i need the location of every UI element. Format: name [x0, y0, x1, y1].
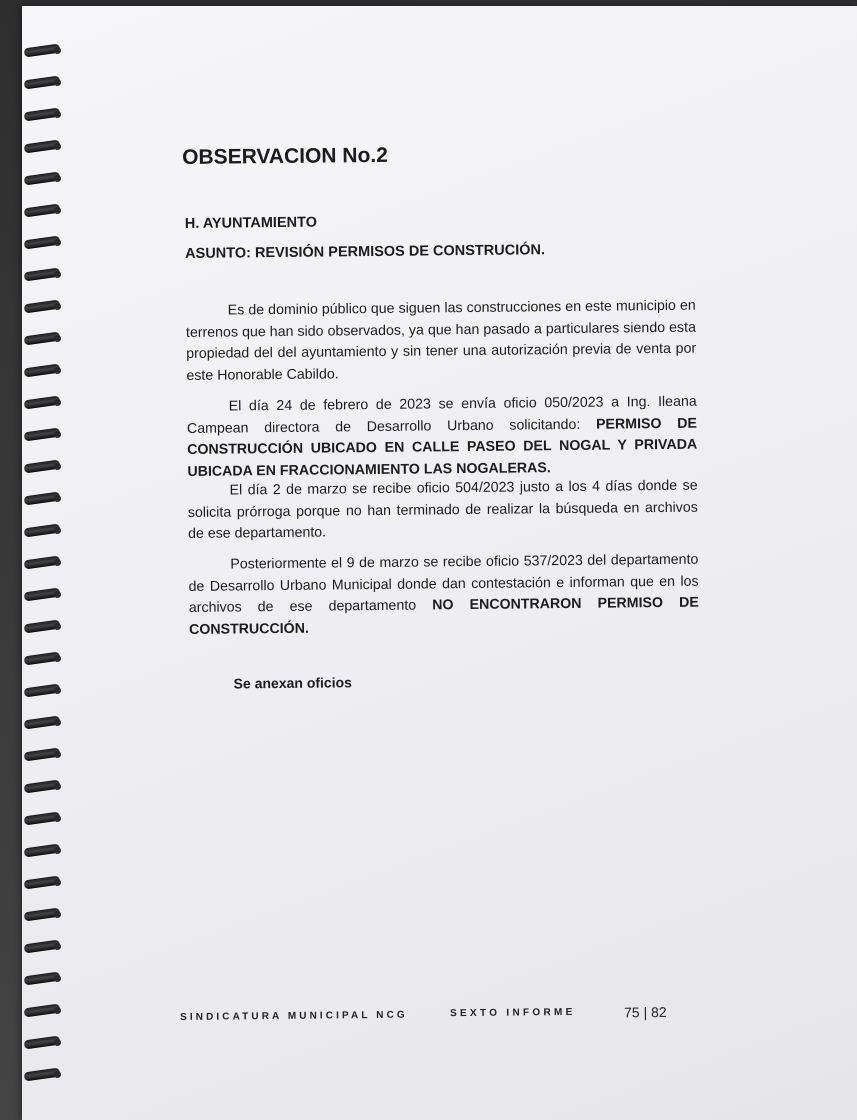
binding-hole — [54, 79, 61, 86]
paragraph-2 — [187, 392, 698, 483]
binding-hole — [54, 1007, 61, 1014]
binding-hole — [54, 591, 61, 598]
paragraph-1 — [186, 296, 697, 387]
binding-hole — [54, 47, 61, 54]
binding-hole — [54, 495, 61, 502]
paragraph-4 — [188, 550, 699, 641]
page-number: 75 | 82 — [623, 1003, 667, 1021]
document-page — [22, 6, 857, 1120]
page-content — [182, 141, 702, 692]
paragraph-2-bold: PERMISO DE CONSTRUCCIÓN UBICADO EN CALLE PASEO DEL NOGAL Y PRIVADA UBICADA EN FRACCIONAMIENTO LAS NOGALERAS. — [187, 415, 698, 480]
binding-hole — [54, 943, 61, 950]
binding-hole — [54, 239, 61, 246]
binding-hole — [54, 559, 61, 566]
binding-hole — [54, 687, 61, 694]
binding-hole — [54, 271, 61, 278]
binding-hole — [54, 1071, 61, 1078]
binding-hole — [54, 335, 61, 342]
binding-hole — [54, 911, 61, 918]
binding-hole — [54, 975, 61, 982]
binding-hole — [54, 527, 61, 534]
binding-hole — [54, 783, 61, 790]
footer-report: SEXTO INFORME — [450, 1006, 576, 1020]
addressee-heading: H. AYUNTAMIENTO — [184, 214, 318, 232]
binding-hole — [54, 399, 61, 406]
binding-hole — [54, 815, 61, 822]
binding-hole — [54, 303, 61, 310]
page-title: OBSERVACION No.2 — [182, 143, 388, 169]
paragraph-4-bold: NO ENCONTRARON PERMISO DE CONSTRUCCIÓN. — [188, 594, 699, 638]
binding-hole — [54, 655, 61, 662]
binding-hole — [54, 1039, 61, 1046]
paragraph-3 — [188, 476, 699, 546]
footer-organization: SINDICATURA MUNICIPAL NCG — [180, 1009, 408, 1023]
binding-hole — [54, 623, 61, 630]
binding-hole — [54, 111, 61, 118]
spiral-binding — [22, 46, 66, 1116]
binding-hole — [54, 143, 61, 150]
binding-hole — [54, 431, 61, 438]
paragraph-3-text: El día 2 de marzo se recibe oficio 504/2023 justo a los 4 días donde se solicita prórroga porque no han terminado de realizar la búsqueda en archivos de ese departamento. — [187, 477, 698, 542]
binding-hole — [54, 367, 61, 374]
binding-hole — [54, 175, 61, 182]
binding-hole — [54, 719, 61, 726]
binding-hole — [54, 463, 61, 470]
binding-hole — [54, 207, 61, 214]
binding-hole — [54, 847, 61, 854]
paragraph-2-text: El día 24 de febrero de 2023 se envía oficio 050/2023 a Ing. Ileana Campean directora de Desarrollo Urbano solicitando: — [186, 393, 697, 437]
binding-hole — [54, 879, 61, 886]
page-footer — [180, 1004, 680, 1029]
paragraph-1-text: Es de dominio público que siguen las construcciones en este municipio en terrenos que han sido observados, ya que han pasado a particulares siendo esta propiedad del del ayuntamiento y sin tener una autorización previa de venta por este Honorable Cabildo. — [185, 297, 697, 384]
annex-note: Se anexan oficios — [233, 674, 352, 692]
subject-heading: ASUNTO: REVISIÓN PERMISOS DE CONSTRUCIÓN. — [185, 242, 546, 262]
paragraph-4-text: Posteriormente el 9 de marzo se recibe oficio 537/2023 del departamento de Desarrollo Urbano Municipal donde dan contestación e informan que en los archivos de ese departamento — [188, 551, 699, 616]
binding-hole — [54, 751, 61, 758]
